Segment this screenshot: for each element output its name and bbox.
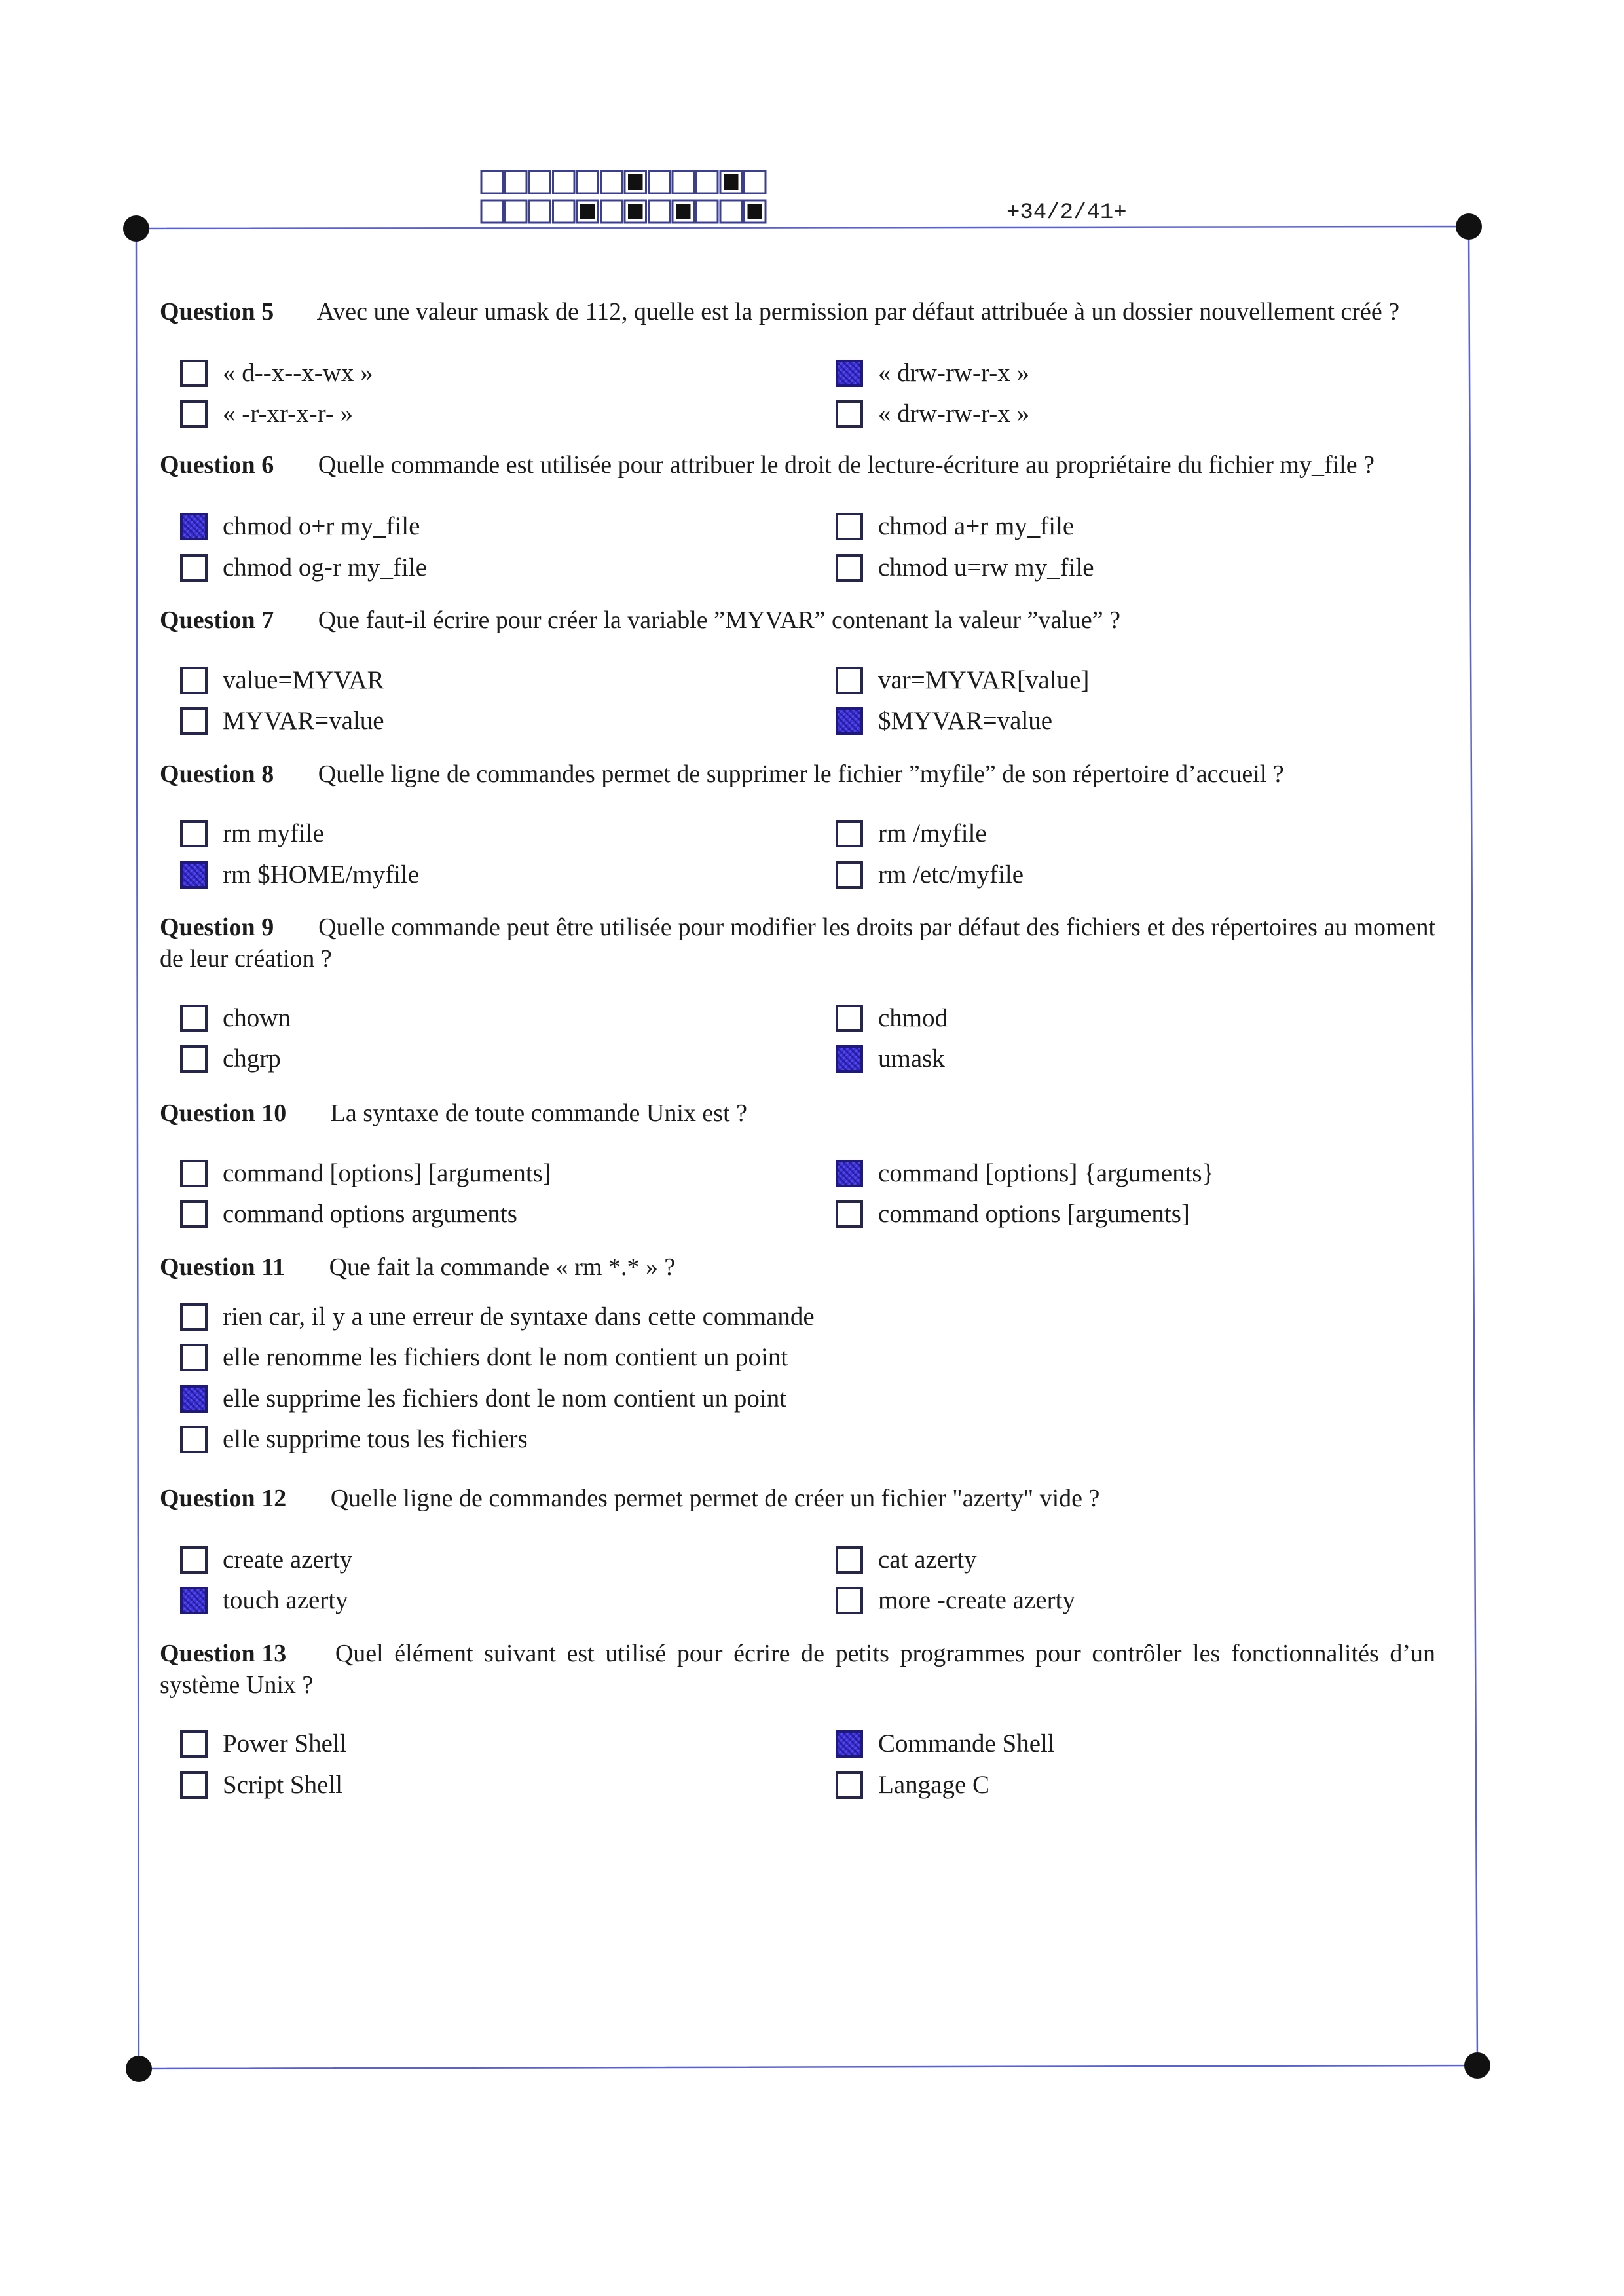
answer-checkbox[interactable] — [180, 1546, 208, 1574]
answer-checkbox[interactable] — [836, 820, 863, 847]
barcode-cell — [720, 200, 742, 223]
answer-label: « d--x--x-wx » — [223, 359, 373, 387]
barcode-cell — [553, 171, 575, 193]
barcode-cell-filled — [748, 204, 763, 219]
answer-checkbox[interactable] — [180, 667, 208, 694]
answer-label: Commande Shell — [878, 1730, 1055, 1758]
question-heading — [160, 1251, 1435, 1283]
question-heading — [160, 604, 1435, 636]
answer-option[interactable] — [180, 1301, 815, 1333]
answer-label: chmod — [878, 1004, 948, 1032]
question-text: Avec une valeur umask de 112, quelle est la permission par défaut attribuée à un dossier nouvellement créé ? — [316, 298, 1400, 325]
answer-option[interactable] — [180, 398, 353, 430]
answer-option[interactable] — [836, 818, 987, 849]
answer-label: command [options] {arguments} — [878, 1159, 1215, 1187]
barcode-cell — [649, 200, 671, 223]
answer-checkbox[interactable] — [180, 1730, 208, 1758]
barcode-cell-filled — [628, 204, 643, 219]
answer-label: chgrp — [223, 1045, 281, 1073]
answer-label: elle supprime tous les fichiers — [223, 1425, 528, 1453]
question-heading — [160, 1483, 1435, 1514]
answer-option[interactable] — [180, 552, 427, 583]
answer-checkbox[interactable] — [180, 1344, 208, 1371]
answer-label: elle renomme les fichiers dont le nom contient un point — [223, 1343, 788, 1371]
answer-label: rm /myfile — [878, 819, 987, 847]
question-heading — [160, 912, 1435, 974]
answer-checkbox[interactable] — [180, 1160, 208, 1187]
answer-label: « -r-xr-x-r- » — [223, 399, 354, 428]
answer-checkbox-checked[interactable] — [180, 861, 208, 889]
answer-option[interactable] — [836, 859, 1024, 891]
answer-checkbox[interactable] — [836, 1771, 863, 1799]
barcode-cell — [577, 171, 599, 193]
barcode-cell — [649, 171, 671, 193]
answer-label: value=MYVAR — [223, 666, 384, 694]
page-code: +34/2/41+ — [1006, 200, 1127, 225]
barcode-cell-filled — [628, 174, 643, 190]
answer-checkbox[interactable] — [836, 513, 863, 540]
answer-checkbox-checked[interactable] — [836, 1045, 863, 1073]
answer-label: Power Shell — [223, 1730, 347, 1758]
answer-label: rm $HOME/myfile — [223, 861, 420, 889]
answer-checkbox-checked[interactable] — [836, 1730, 863, 1758]
answer-option[interactable] — [180, 859, 419, 891]
answer-checkbox[interactable] — [836, 400, 863, 428]
question-text: Quelle commande peut être utilisée pour modifier les droits par défaut des fichiers et des répertoires au moment de leur création ? — [160, 914, 1436, 972]
answer-option[interactable] — [836, 552, 1094, 583]
page-barcode — [0, 0, 1624, 262]
barcode-cell — [601, 171, 623, 193]
answer-option[interactable] — [180, 665, 384, 696]
answer-label: command options [arguments] — [878, 1200, 1190, 1228]
registration-mark-bottom-left — [126, 2056, 152, 2082]
question-number: Question 9 — [160, 914, 274, 941]
answer-option[interactable] — [836, 1728, 1055, 1760]
answer-option[interactable] — [180, 818, 324, 849]
answer-label: more -create azerty — [878, 1586, 1075, 1614]
answer-option[interactable] — [836, 1585, 1075, 1616]
answer-label: command [options] [arguments] — [223, 1159, 551, 1187]
answer-label: create azerty — [223, 1546, 353, 1574]
answer-label: elle supprime les fichiers dont le nom contient un point — [223, 1384, 787, 1413]
answer-checkbox[interactable] — [836, 1587, 863, 1614]
answer-checkbox[interactable] — [180, 360, 208, 387]
answer-option[interactable] — [180, 1728, 347, 1760]
answer-checkbox[interactable] — [180, 1045, 208, 1073]
answer-option[interactable] — [836, 1769, 989, 1801]
answer-option[interactable] — [836, 1003, 948, 1034]
answer-label: umask — [878, 1045, 945, 1073]
barcode-cell-filled — [724, 174, 739, 190]
answer-option[interactable] — [836, 1158, 1214, 1189]
answer-option[interactable] — [836, 1043, 945, 1075]
answer-checkbox-checked[interactable] — [180, 513, 208, 540]
answer-label: chown — [223, 1004, 291, 1032]
answer-option[interactable] — [836, 1198, 1190, 1230]
answer-label: rm /etc/myfile — [878, 861, 1024, 889]
question-number: Question 8 — [160, 760, 274, 788]
barcode-cell — [506, 200, 527, 223]
answer-checkbox[interactable] — [180, 554, 208, 582]
question-number: Question 6 — [160, 451, 274, 479]
answer-label: $MYVAR=value — [878, 707, 1053, 735]
answer-option[interactable] — [180, 1585, 348, 1616]
answer-option[interactable] — [836, 511, 1074, 542]
answer-checkbox[interactable] — [180, 707, 208, 735]
barcode-cell — [745, 171, 766, 193]
answer-checkbox-checked[interactable] — [836, 360, 863, 387]
barcode-cell — [481, 171, 503, 193]
answer-option[interactable] — [180, 705, 384, 737]
answer-label: « drw-rw-r-x » — [878, 399, 1029, 428]
question-text: Quel élément suivant est utilisé pour écrire de petits programmes pour contrôler les fonctionnalités d’un système Unix ? — [160, 1640, 1435, 1699]
answer-checkbox-checked[interactable] — [180, 1587, 208, 1614]
question-heading — [160, 1098, 1435, 1129]
barcode-cell — [601, 200, 623, 223]
answer-label: command options arguments — [223, 1200, 517, 1228]
answer-checkbox[interactable] — [180, 1005, 208, 1032]
registration-mark-bottom-right — [1464, 2052, 1490, 2079]
answer-checkbox[interactable] — [180, 820, 208, 847]
answer-option[interactable] — [180, 1544, 352, 1576]
answer-option[interactable] — [836, 1544, 976, 1576]
question-number: Question 10 — [160, 1100, 287, 1127]
answer-label: var=MYVAR[value] — [878, 666, 1090, 694]
barcode-cell — [553, 200, 575, 223]
answer-option[interactable] — [180, 1198, 517, 1230]
answer-checkbox[interactable] — [180, 1303, 208, 1331]
answer-label: MYVAR=value — [223, 707, 384, 735]
answer-label: chmod o+r my_file — [223, 512, 420, 540]
barcode-cell — [506, 171, 527, 193]
answer-checkbox[interactable] — [836, 667, 863, 694]
barcode-cell — [529, 171, 551, 193]
answer-checkbox[interactable] — [836, 1005, 863, 1032]
barcode-cell — [697, 200, 718, 223]
question-text: Quelle ligne de commandes permet permet de créer un fichier "azerty" vide ? — [330, 1485, 1100, 1512]
question-number: Question 5 — [160, 298, 274, 325]
question-text: Que faut-il écrire pour créer la variable ”MYVAR” contenant la valeur ”value” ? — [318, 606, 1120, 634]
barcode-cell — [673, 171, 694, 193]
answer-option[interactable] — [180, 1158, 551, 1189]
answer-option[interactable] — [836, 665, 1089, 696]
answer-checkbox[interactable] — [836, 1546, 863, 1574]
answer-label: chmod a+r my_file — [878, 512, 1075, 540]
question-number: Question 11 — [160, 1253, 286, 1281]
answer-label: touch azerty — [223, 1586, 348, 1614]
answer-checkbox[interactable] — [836, 861, 863, 889]
question-text: Que fait la commande « rm *.* » ? — [329, 1253, 676, 1281]
answer-checkbox-checked[interactable] — [836, 1160, 863, 1187]
answer-checkbox[interactable] — [180, 1426, 208, 1453]
answer-label: cat azerty — [878, 1546, 977, 1574]
question-heading — [160, 449, 1435, 481]
answer-checkbox[interactable] — [836, 1200, 863, 1228]
answer-option[interactable] — [180, 358, 373, 389]
answer-option[interactable] — [836, 705, 1052, 737]
question-text: La syntaxe de toute commande Unix est ? — [330, 1100, 747, 1127]
barcode-cell — [697, 171, 718, 193]
barcode-cell-filled — [580, 204, 595, 219]
answer-option[interactable] — [836, 358, 1029, 389]
answer-checkbox[interactable] — [180, 1200, 208, 1228]
barcode-cell — [529, 200, 551, 223]
answer-label: rien car, il y a une erreur de syntaxe dans cette commande — [223, 1303, 815, 1331]
question-heading — [160, 296, 1435, 327]
answer-option[interactable] — [180, 1383, 786, 1415]
question-number: Question 12 — [160, 1485, 287, 1512]
question-heading — [160, 758, 1435, 790]
answer-checkbox[interactable] — [180, 1771, 208, 1799]
answer-checkbox-checked[interactable] — [836, 707, 863, 735]
answer-option[interactable] — [180, 1769, 342, 1801]
answer-option[interactable] — [836, 398, 1029, 430]
answer-checkbox[interactable] — [180, 400, 208, 428]
answer-label: chmod og-r my_file — [223, 553, 427, 582]
question-heading — [160, 1638, 1435, 1701]
answer-option[interactable] — [180, 1043, 281, 1075]
answer-option[interactable] — [180, 1003, 291, 1034]
question-number: Question 13 — [160, 1640, 287, 1667]
answer-label: chmod u=rw my_file — [878, 553, 1094, 582]
question-number: Question 7 — [160, 606, 274, 634]
question-text: Quelle commande est utilisée pour attribuer le droit de lecture-écriture au propriétaire du fichier my_file ? — [318, 451, 1375, 479]
answer-label: « drw-rw-r-x » — [878, 359, 1029, 387]
answer-checkbox[interactable] — [836, 554, 863, 582]
barcode-cell — [481, 200, 503, 223]
answer-checkbox-checked[interactable] — [180, 1385, 208, 1413]
answer-label: rm myfile — [223, 819, 324, 847]
barcode-cell-filled — [676, 204, 691, 219]
question-text: Quelle ligne de commandes permet de supprimer le fichier ”myfile” de son répertoire d’accueil ? — [318, 760, 1284, 788]
answer-option[interactable] — [180, 1342, 788, 1373]
answer-option[interactable] — [180, 511, 420, 542]
answer-label: Langage C — [878, 1771, 990, 1799]
answer-option[interactable] — [180, 1424, 528, 1455]
answer-label: Script Shell — [223, 1771, 343, 1799]
